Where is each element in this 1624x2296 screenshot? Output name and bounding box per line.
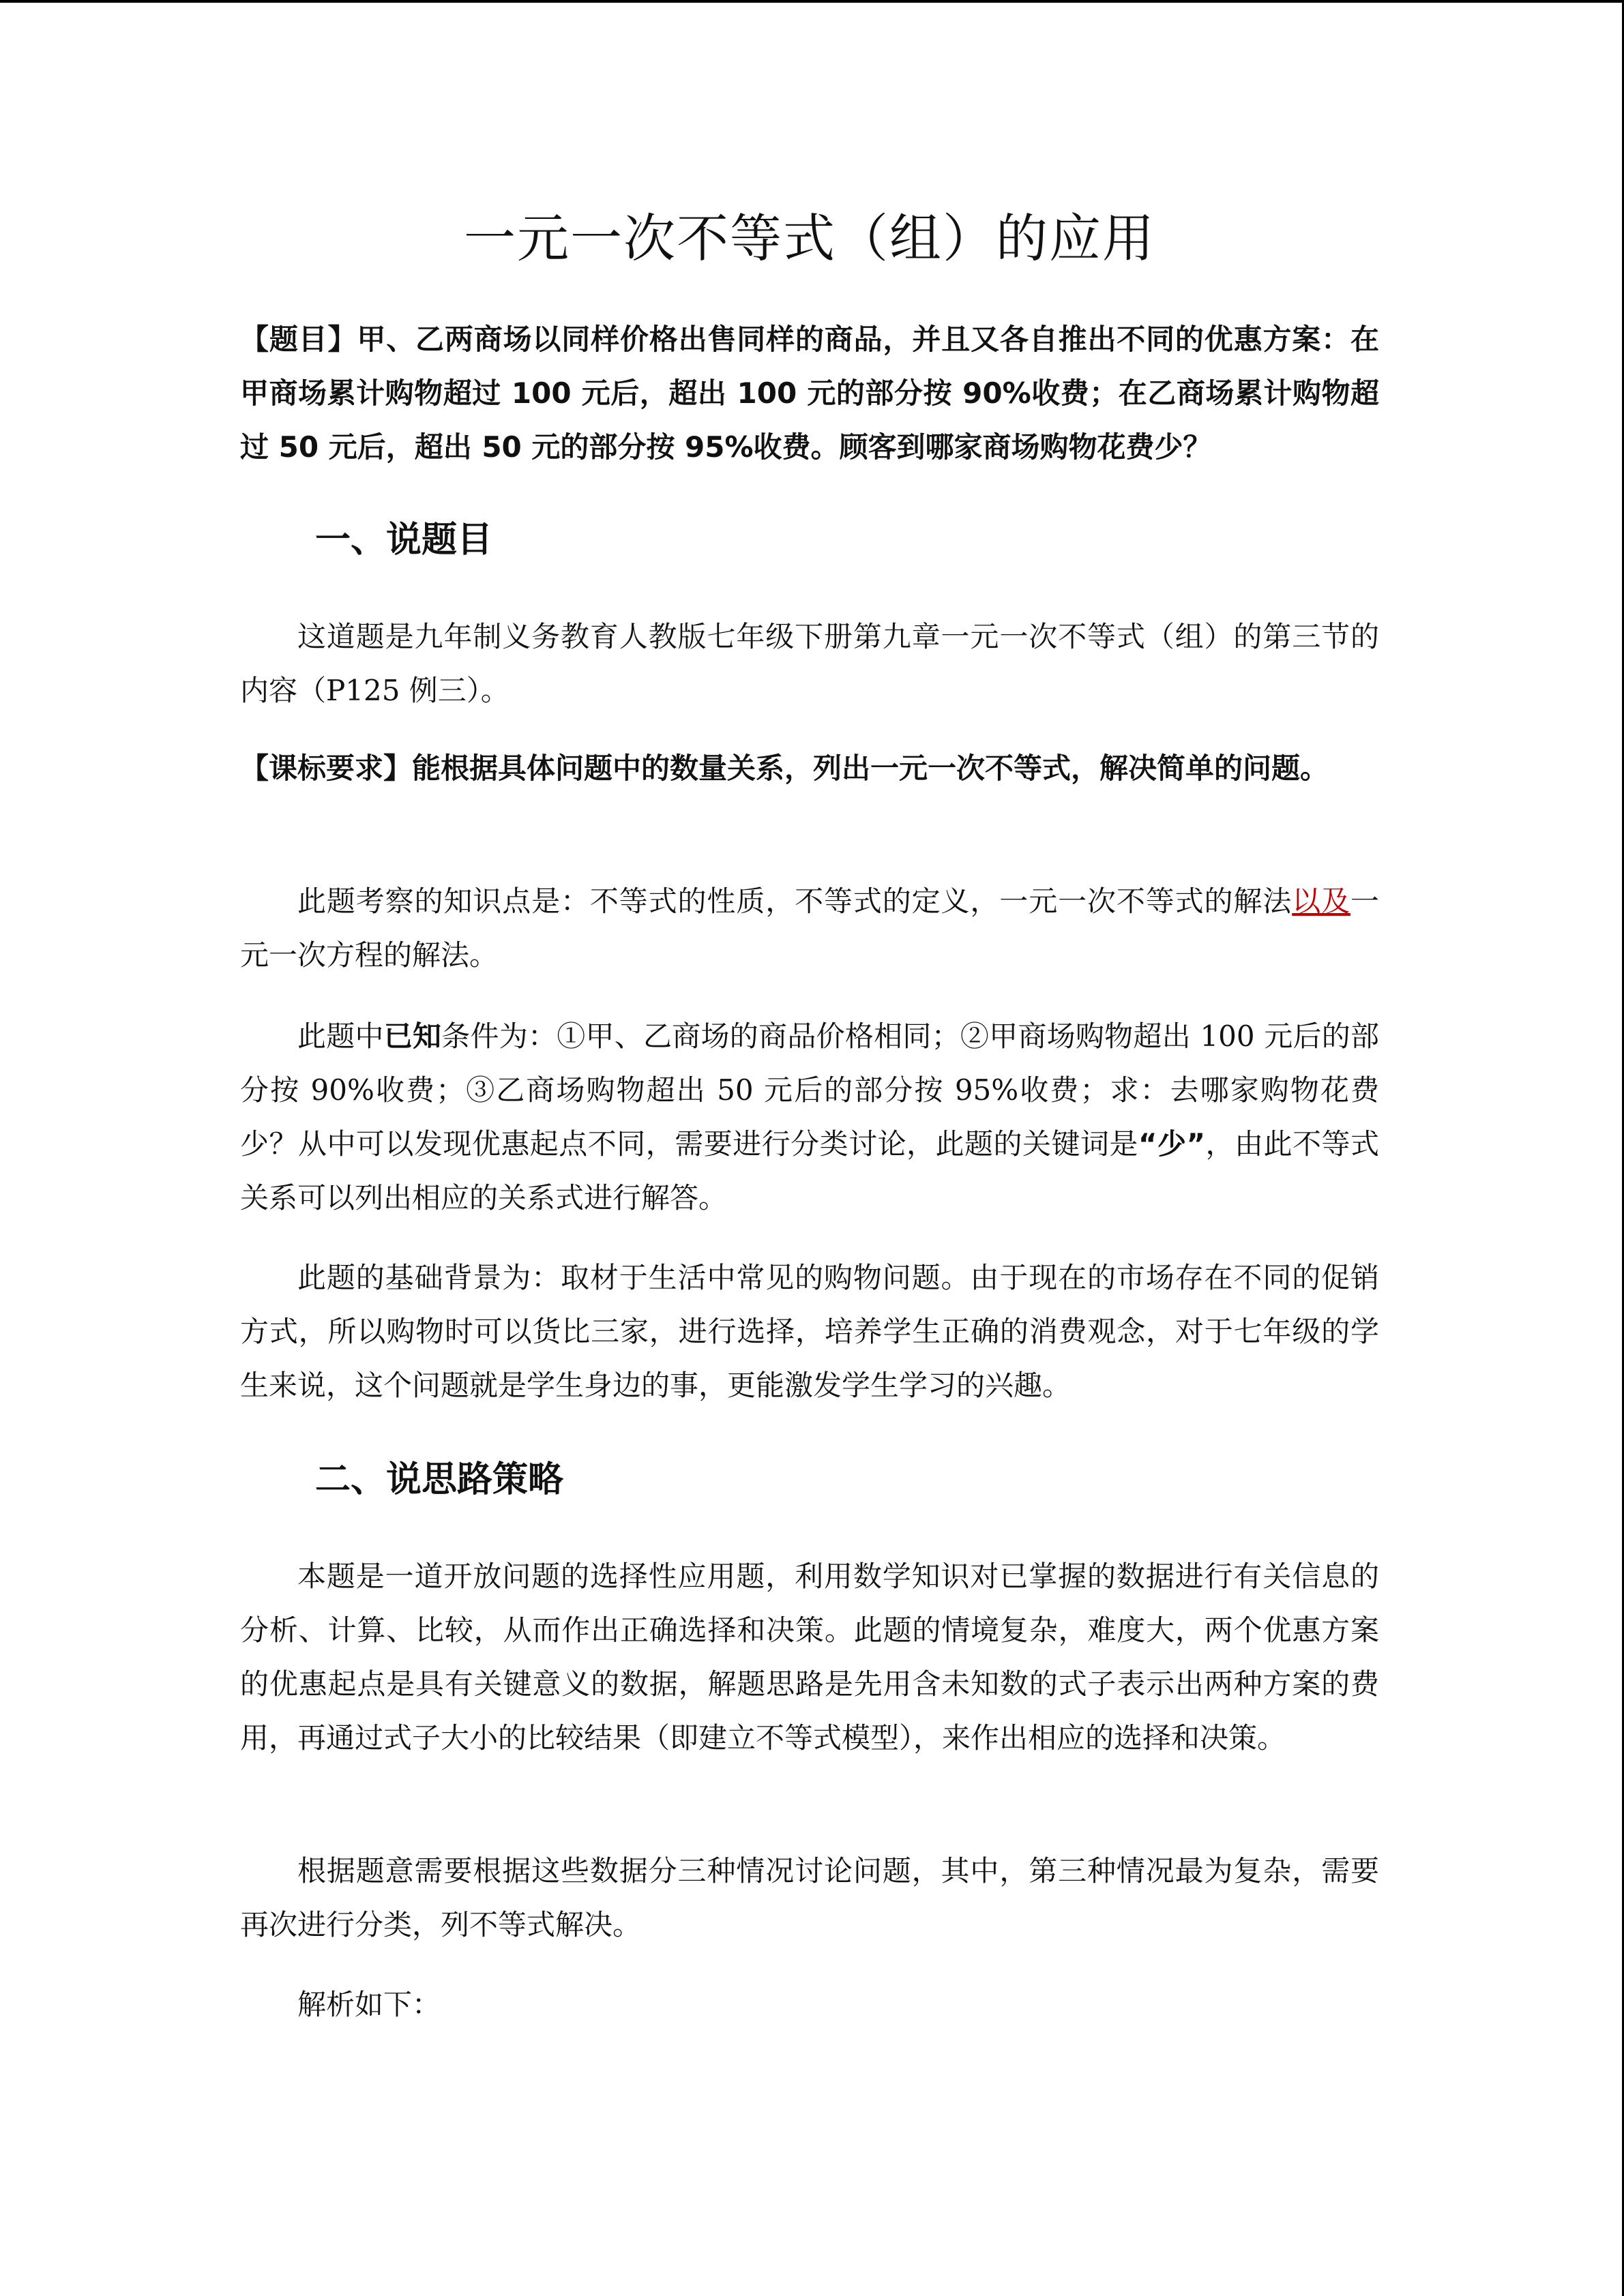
curriculum-standard	[240, 741, 1379, 795]
known-keyword: “少”	[1138, 1127, 1206, 1161]
problem-label: 【题目】	[240, 323, 357, 356]
standard-text: 能根据具体问题中的数量关系，列出一元一次不等式，解决简单的问题。	[412, 751, 1329, 785]
paragraph-source: 这道题是九年制义务教育人教版七年级下册第九章一元一次不等式（组）的第三节的内容（P125 例三）。	[240, 620, 1379, 707]
paragraph-background: 此题的基础背景为：取材于生活中常见的购物问题。由于现在的市场存在不同的促销方式，所以购物时可以货比三家，进行选择，培养学生正确的消费观念，对于七年级的学生来说，这个问题就是学生身边的事，更能激发学生学习的兴趣。	[240, 1261, 1379, 1402]
paragraph-analysis: 解析如下：	[297, 1988, 441, 2021]
paragraph-knowledge	[240, 874, 1379, 982]
section-heading-1: 一、说题目	[315, 520, 493, 561]
problem-text: 甲、乙两商场以同样价格出售同样的商品，并且又各自推出不同的优惠方案：在甲商场累计购物超过 100 元后，超出 100 元的部分按 90%收费；在乙商场累计购物超过 50 元后，超出 50 元的部分按 95%收费。顾客到哪家商场购物花费少？	[240, 323, 1379, 464]
known-bold-label: 已知	[383, 1019, 442, 1053]
known-middle: 条件为：①甲、乙商场的商品价格相同；②甲商场购物超出 100 元后的部分按 90%收费；③乙商场购物超出 50 元后的部分按 95%收费；求：去哪家购物花费少？从中可以发现优惠起点不同，需要进行分类讨论，此题的关键词是	[240, 1019, 1379, 1161]
knowledge-before: 此题考察的知识点是：不等式的性质，不等式的定义，一元一次不等式的解法	[297, 884, 1293, 918]
standard-label: 【课标要求】	[240, 751, 413, 785]
page-title: 一元一次不等式（组）的应用	[464, 208, 1155, 269]
knowledge-link[interactable]: 以及	[1292, 884, 1350, 918]
known-prefix: 此题中	[297, 1019, 384, 1053]
section-heading-2: 二、说思路策略	[315, 1459, 564, 1500]
knowledge-after: 一元一次方程的解法。	[240, 884, 1379, 972]
paragraph-known-conditions	[240, 1009, 1379, 1225]
paragraph-strategy: 本题是一道开放问题的选择性应用题，利用数学知识对已掌握的数据进行有关信息的分析、计算、比较，从而作出正确选择和决策。此题的情境复杂，难度大，两个优惠方案的优惠起点是具有关键意义的数据，解题思路是先用含未知数的式子表示出两种方案的费用，再通过式子大小的比较结果（即建立不等式模型），来作出相应的选择和决策。	[240, 1560, 1379, 1755]
paragraph-cases: 根据题意需要根据这些数据分三种情况讨论问题，其中，第三种情况最为复杂，需要再次进行分类，列不等式解决。	[240, 1854, 1379, 1941]
known-suffix: ，由此不等式关系可以列出相应的关系式进行解答。	[240, 1127, 1379, 1214]
problem-statement	[240, 312, 1379, 474]
